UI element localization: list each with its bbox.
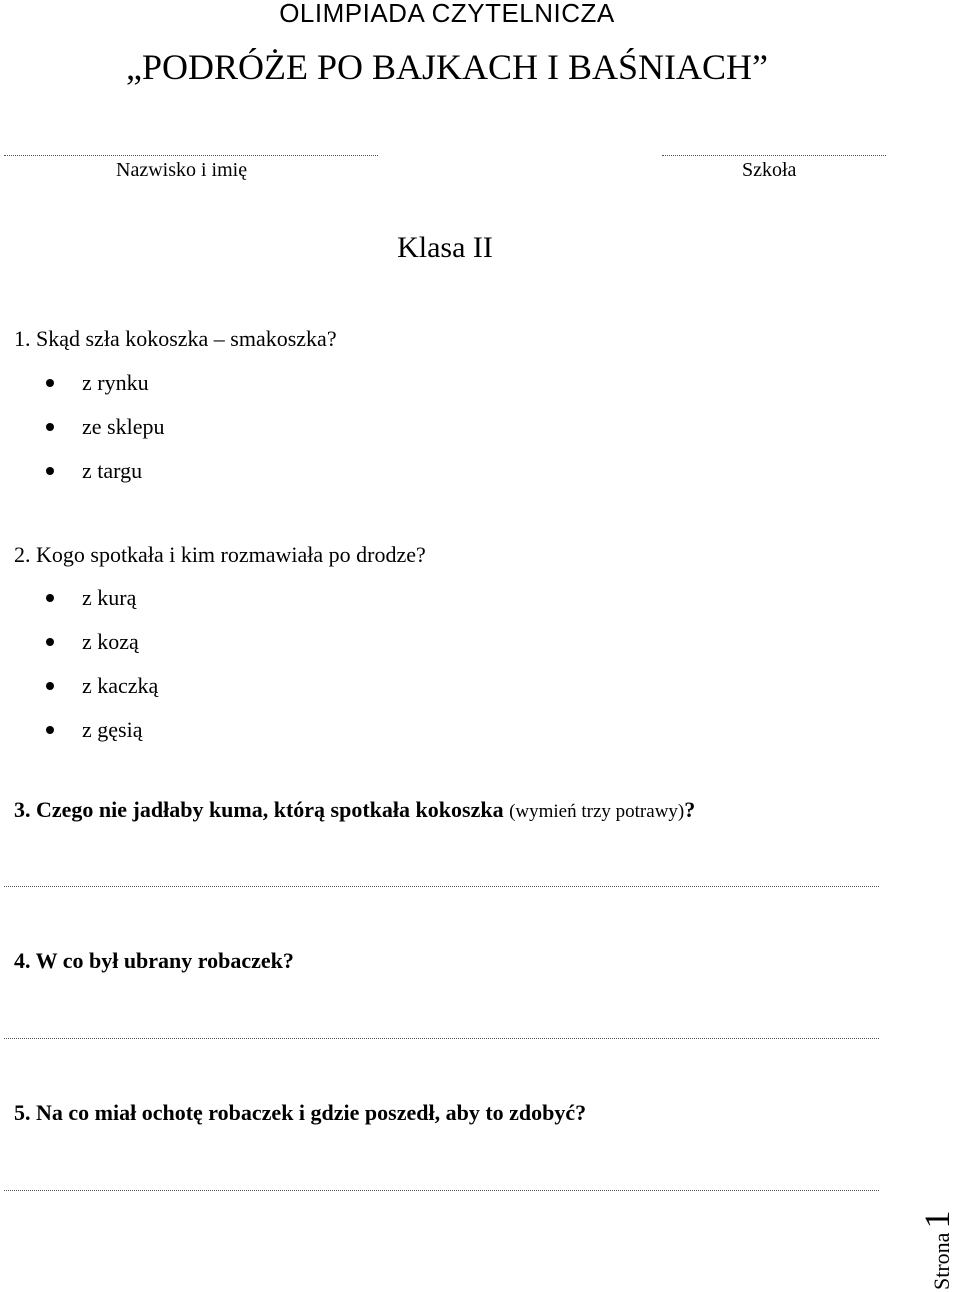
option-label: z kurą bbox=[82, 585, 137, 610]
bullet-icon bbox=[46, 638, 54, 646]
question-5: 5. Na co miał ochotę robaczek i gdzie poszedł, aby to zdobyć? bbox=[14, 1100, 587, 1125]
page-label: Strona bbox=[929, 1232, 954, 1290]
school-answer-line[interactable] bbox=[662, 155, 886, 156]
question-1: 1. Skąd szła kokoszka – smakoszka? bbox=[14, 326, 337, 351]
name-label: Nazwisko i imię bbox=[116, 159, 248, 181]
question-3-text: 3. Czego nie jadłaby kuma, którą spotkała kokoszka bbox=[14, 797, 504, 822]
question-3-hint: (wymień trzy potrawy) bbox=[509, 801, 685, 822]
bullet-icon bbox=[46, 726, 54, 734]
name-answer-line[interactable] bbox=[4, 155, 378, 156]
bullet-icon bbox=[46, 682, 54, 690]
competition-title: OLIMPIADA CZYTELNICZA bbox=[279, 0, 615, 28]
question-3-end: ? bbox=[684, 797, 696, 822]
bullet-icon bbox=[46, 594, 54, 602]
option-label: z rynku bbox=[82, 370, 149, 395]
class-label: Klasa II bbox=[397, 231, 493, 264]
bullet-icon bbox=[46, 467, 54, 475]
bullet-icon bbox=[46, 379, 54, 387]
page-number-value: 1 bbox=[917, 1210, 957, 1229]
answer-line-4[interactable] bbox=[4, 1038, 879, 1039]
option-label: z targu bbox=[82, 458, 143, 483]
option-label: ze sklepu bbox=[82, 414, 165, 439]
question-3 bbox=[14, 796, 695, 826]
school-label: Szkoła bbox=[742, 159, 797, 181]
option-label: z kozą bbox=[82, 629, 139, 654]
question-2: 2. Kogo spotkała i kim rozmawiała po drodze? bbox=[14, 542, 426, 567]
question-4: 4. W co był ubrany robaczek? bbox=[14, 948, 294, 973]
page-number bbox=[916, 1180, 956, 1290]
document-title: „PODRÓŻE PO BAJKACH I BAŚNIACH” bbox=[125, 47, 769, 87]
option-label: z kaczką bbox=[82, 673, 159, 698]
answer-line-3[interactable] bbox=[4, 886, 879, 887]
answer-line-5[interactable] bbox=[4, 1190, 879, 1191]
option-label: z gęsią bbox=[82, 717, 143, 742]
bullet-icon bbox=[46, 423, 54, 431]
